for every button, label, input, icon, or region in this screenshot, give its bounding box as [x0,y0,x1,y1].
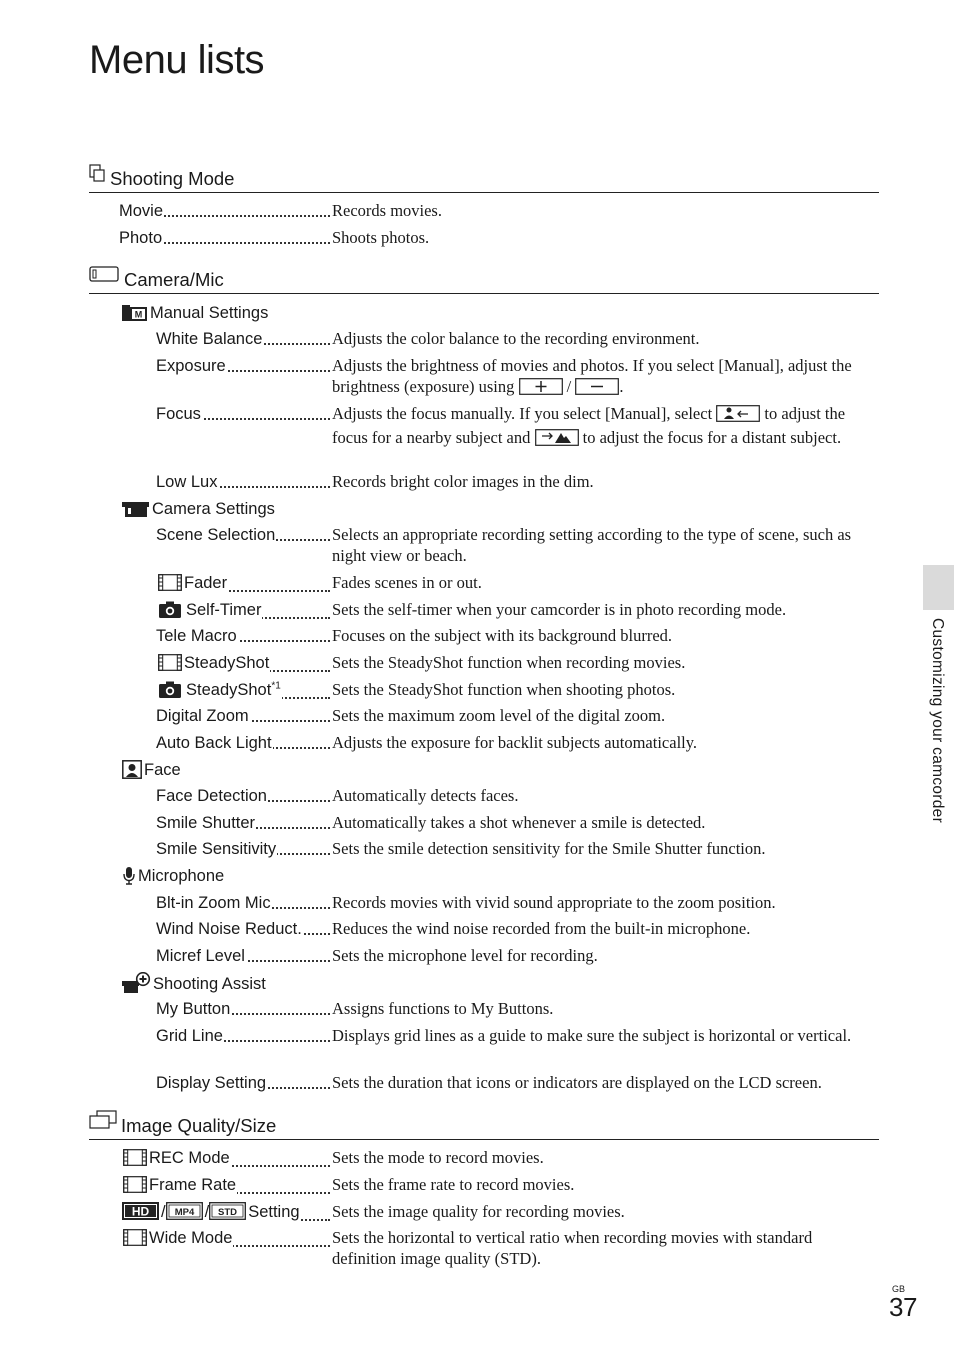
far-focus-icon [535,429,579,451]
menu-item-term: Wind Noise Reduct. [156,920,302,938]
menu-item-desc: Sets the mode to record movies. [332,1148,544,1167]
menu-item-term: Auto Back Light [156,734,272,752]
menu-item-desc: Records movies with vivid sound appropriate to the zoom position. [332,893,776,912]
shooting-assist-icon [122,972,151,999]
svg-text:HD: HD [131,1204,150,1219]
microphone-icon [122,866,136,891]
menu-item-term: My Button [156,1000,231,1018]
film-icon [158,654,182,677]
menu-item-term: Self-Timer [186,601,262,619]
subheading-shooting-assist [122,972,266,994]
menu-item-term: Smile Sensitivity [156,840,277,858]
menu-item-desc: Adjusts the focus manually. If you select [Manual], select to adjust the focus for a nearby subject and to adjust the focus for a distant subject. [332,403,880,451]
menu-item-term: Low Lux [156,473,218,491]
menu-item-desc: Fades scenes in or out. [332,573,482,592]
menu-item-term: Digital Zoom [156,707,249,725]
menu-item-term: White Balance [156,330,263,348]
menu-item-desc: Adjusts the color balance to the recording environment. [332,329,700,348]
near-focus-icon [716,405,760,427]
menu-item-term: Photo [119,229,163,247]
menu-item-term: Frame Rate [149,1176,237,1194]
menu-item-desc: Shoots photos. [332,228,430,247]
menu-item-term: Smile Shutter [156,814,256,832]
film-icon [123,1149,147,1172]
menu-item-desc: Sets the SteadyShot function when recording movies. [332,653,686,672]
menu-item-desc: Sets the horizontal to vertical ratio when recording movies with standard definition image quality (STD). [332,1228,813,1268]
section-header-image-quality [89,1115,879,1140]
image-quality-icon [89,1110,118,1134]
mp4-badge-icon [166,1202,203,1226]
menu-item-desc: Reduces the wind noise recorded from the built-in microphone. [332,919,751,938]
menu-item-term: Focus [156,405,201,423]
section-title-shooting-mode: Shooting Mode [110,168,235,189]
shooting-mode-icon [89,164,106,187]
section-title-image-quality: Image Quality/Size [121,1115,277,1136]
section-title-camera-mic: Camera/Mic [124,269,224,290]
separator: / [204,1203,210,1221]
menu-item-term: Face Detection [156,787,267,805]
menu-item-desc: Sets the image quality for recording movies. [332,1202,625,1221]
camera-settings-icon [122,501,150,524]
menu-item-desc: Displays grid lines as a guide to make sure the subject is horizontal or vertical. [332,1026,852,1045]
manual-settings-icon [122,305,148,328]
svg-text:MP4: MP4 [174,1207,194,1218]
chapter-side-label: Customizing your camcorder [929,618,946,824]
subheading-label: Microphone [138,867,225,885]
camera-mic-icon [89,265,119,288]
menu-item-desc: Sets the duration that icons or indicators are displayed on the LCD screen. [332,1073,822,1092]
svg-text:STD: STD [218,1207,238,1218]
menu-item-desc: Records movies. [332,201,442,220]
subheading-microphone [122,865,224,887]
menu-item-desc: Selects an appropriate recording setting according to the type of scene, such as night view or beach. [332,525,852,565]
language-code: GB [892,1284,906,1294]
menu-item-term: REC Mode [149,1149,230,1167]
menu-item-term: SteadyShot [186,681,272,699]
menu-item-term: Display Setting [156,1074,267,1092]
menu-item-desc: Sets the maximum zoom level of the digital zoom. [332,706,666,725]
menu-item-term: Blt-in Zoom Mic [156,894,271,912]
subheading-face [122,759,181,781]
menu-item-desc: Automatically detects faces. [332,786,519,805]
menu-item-term: Grid Line [156,1027,223,1045]
menu-item-desc: Sets the self-timer when your camcorder is in photo recording mode. [332,600,787,619]
menu-item-term: Setting [248,1203,300,1221]
film-icon [158,574,182,597]
menu-item-desc: Sets the SteadyShot function when shooting photos. [332,680,676,699]
menu-item-term: Fader [184,574,228,592]
menu-item-term: Exposure [156,357,226,375]
face-icon [122,760,142,785]
menu-item-term: Tele Macro [156,627,237,645]
separator: / [161,1203,166,1221]
menu-item-desc: Sets the frame rate to record movies. [332,1175,575,1194]
footnote-marker: *1 [271,680,281,692]
subheading-label: Shooting Assist [153,975,266,993]
film-icon [123,1229,147,1252]
subheading-label: Face [144,761,181,779]
menu-item-desc: Adjusts the exposure for backlit subjects automatically. [332,733,698,752]
menu-item-term: SteadyShot [184,654,270,672]
menu-item-desc: Focuses on the subject with its background blurred. [332,626,673,645]
menu-item-term: Movie [119,202,164,220]
film-icon [123,1176,147,1199]
menu-item-desc: Records bright color images in the dim. [332,472,594,491]
plus-button-icon [519,378,563,400]
menu-item-desc: Automatically takes a shot whenever a smile is detected. [332,813,706,832]
menu-item-desc: Adjusts the brightness of movies and photos. If you select [Manual], adjust the brightness (exposure) using / . [332,355,880,400]
minus-button-icon [575,378,619,400]
svg-text:M: M [134,309,143,320]
section-header-shooting-mode [89,168,879,193]
section-header-camera-mic [89,269,879,294]
subheading-label: Camera Settings [152,500,275,518]
camera-icon [158,681,184,704]
page-title: Menu lists [89,38,265,82]
std-badge-icon [209,1202,246,1226]
menu-item-desc: Sets the smile detection sensitivity for the Smile Shutter function. [332,839,766,858]
subheading-camera-settings [122,498,275,520]
menu-item-term: Wide Mode [149,1229,233,1247]
menu-item-term: Scene Selection [156,526,276,544]
menu-item-desc: Assigns functions to My Buttons. [332,999,554,1018]
menu-item-term: Micref Level [156,947,245,965]
camera-icon [158,601,184,624]
chapter-tab-marker [923,565,954,610]
hd-badge-icon [122,1202,159,1226]
subheading-label: Manual Settings [150,304,269,322]
subheading-manual-settings [122,302,268,324]
page-number: 37 [889,1292,917,1322]
menu-item-desc: Sets the microphone level for recording. [332,946,598,965]
